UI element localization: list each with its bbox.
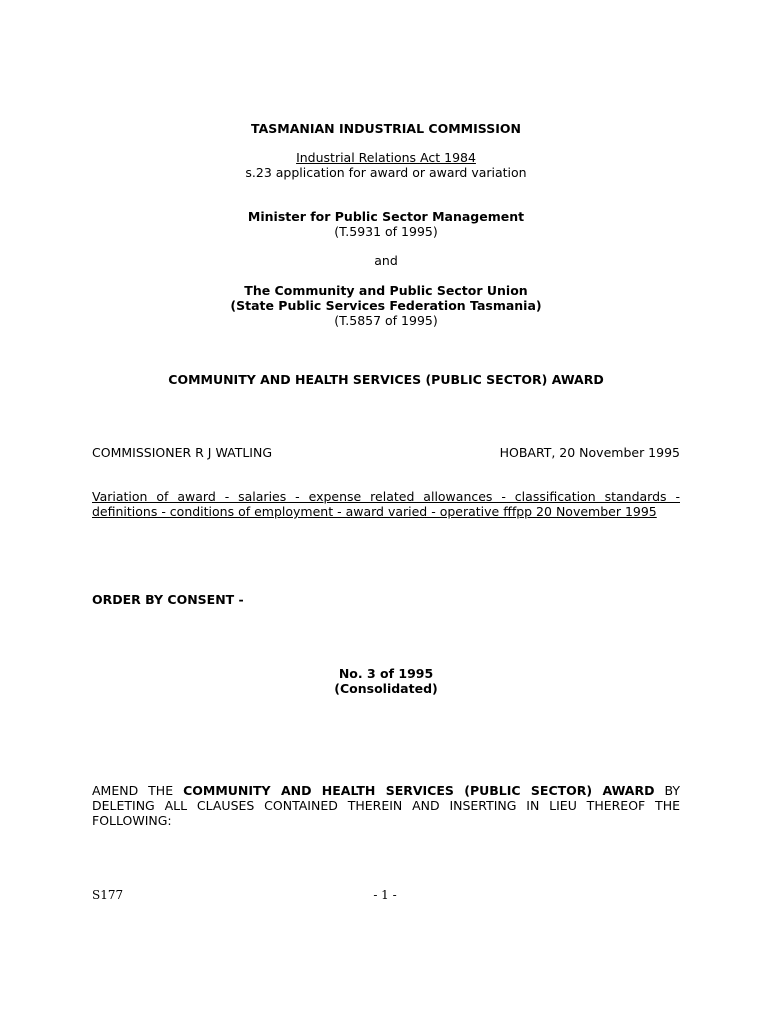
page-number: - 1 -: [373, 888, 397, 902]
amend-award-name: COMMUNITY AND HEALTH SERVICES (PUBLIC SECTOR) AWARD: [183, 783, 655, 798]
commission-name: TASMANIAN INDUSTRIAL COMMISSION: [251, 121, 521, 136]
order-consolidated: (Consolidated): [334, 681, 438, 696]
footer-code: S177: [92, 888, 124, 902]
award-title: [92, 372, 680, 387]
order-heading: ORDER BY CONSENT -: [92, 592, 244, 607]
act-name: Industrial Relations Act 1984: [296, 150, 476, 165]
order-number-block: [92, 666, 680, 696]
application-type: s.23 application for award or award variation: [245, 165, 527, 180]
and-separator: [92, 253, 680, 268]
party-one-ref: (T.5931 of 1995): [334, 224, 438, 239]
party-two-ref: (T.5857 of 1995): [334, 313, 438, 328]
commissioner: COMMISSIONER R J WATLING: [92, 445, 273, 460]
award-title-text: COMMUNITY AND HEALTH SERVICES (PUBLIC SECTOR) AWARD: [168, 372, 604, 387]
amend-prefix: AMEND THE: [92, 783, 174, 798]
party-one: [92, 209, 680, 239]
variation-summary: Variation of award - salaries - expense related allowances - classification standards - definitions - conditions of employment - award varied - operative fffpp 20 November 1995: [92, 489, 680, 519]
party-two-name: The Community and Public Sector Union: [244, 283, 528, 298]
and-text: and: [374, 253, 398, 268]
party-one-name: Minister for Public Sector Management: [247, 209, 525, 224]
order-number: No. 3 of 1995: [338, 666, 434, 681]
party-two: [92, 283, 680, 328]
amend-paragraph: [92, 783, 680, 828]
act-block: [92, 150, 680, 180]
party-two-sub: (State Public Services Federation Tasmania): [230, 298, 542, 313]
place-date: HOBART, 20 November 1995: [499, 445, 680, 460]
amend-suffix: BY DELETING ALL CLAUSES CONTAINED THEREIN AND INSERTING IN LIEU THEREOF THE FOLLOWING:: [92, 783, 680, 828]
commission-title: [92, 121, 680, 136]
